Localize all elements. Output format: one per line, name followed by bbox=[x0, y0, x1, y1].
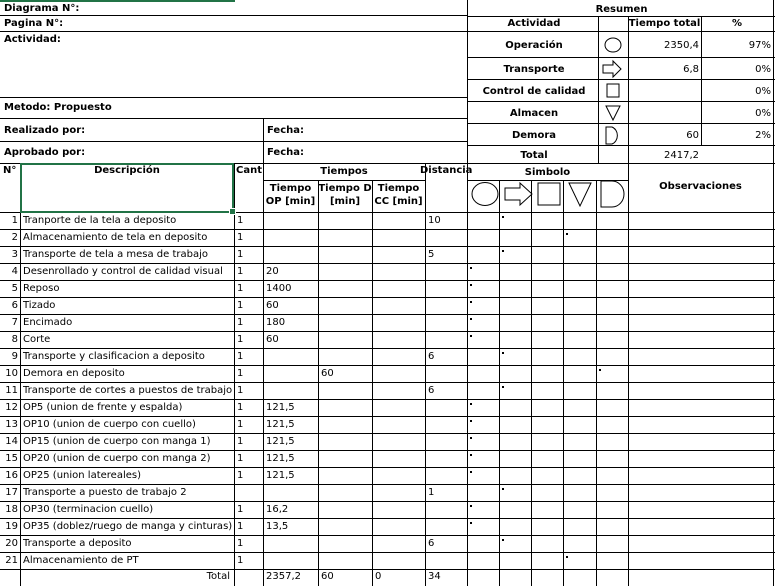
grid-hline bbox=[0, 118, 467, 119]
col-t-op-header: Tiempo OP [min] bbox=[265, 183, 316, 207]
grid-hline bbox=[0, 280, 775, 281]
row-cant: 1 bbox=[237, 385, 244, 396]
row-description: OP30 (terminacion cuello) bbox=[23, 504, 154, 515]
grid-vline bbox=[372, 180, 373, 586]
grid-vline bbox=[773, 0, 774, 586]
row-cant: 1 bbox=[237, 453, 244, 464]
row-tiempo-op: 1400 bbox=[266, 283, 292, 294]
symbol-marker bbox=[502, 539, 504, 541]
resumen-row-pct: 0% bbox=[755, 86, 771, 97]
realizado-label: Realizado por: bbox=[4, 125, 86, 136]
grid-hline bbox=[0, 365, 775, 366]
symbol-marker bbox=[470, 284, 472, 286]
resumen-row-pct: 97% bbox=[748, 40, 771, 51]
symbol-marker bbox=[502, 352, 504, 354]
row-number: 8 bbox=[11, 334, 18, 345]
row-number: 4 bbox=[11, 266, 18, 277]
row-description: OP10 (union de cuerpo con cuello) bbox=[23, 419, 196, 430]
row-cant: 1 bbox=[237, 504, 244, 515]
row-number: 5 bbox=[11, 283, 18, 294]
row-number: 11 bbox=[5, 385, 18, 396]
row-tiempo-op: 121,5 bbox=[266, 402, 295, 413]
row-description: Demora en deposito bbox=[23, 368, 125, 379]
row-distancia: 6 bbox=[428, 351, 435, 362]
symbol-marker bbox=[470, 522, 472, 524]
resumen-row-pct: 0% bbox=[755, 64, 771, 75]
row-number: 12 bbox=[5, 402, 18, 413]
pagina-label: Pagina N°: bbox=[4, 18, 64, 29]
row-number: 18 bbox=[5, 504, 18, 515]
resumen-row-label: Transporte bbox=[503, 64, 565, 75]
resumen-row-pct: 0% bbox=[755, 108, 771, 119]
row-tiempo-op: 121,5 bbox=[266, 470, 295, 481]
symbol-marker bbox=[502, 386, 504, 388]
resumen-row-label: Demora bbox=[511, 130, 557, 141]
row-number: 9 bbox=[11, 351, 18, 362]
grid-hline bbox=[0, 297, 775, 298]
symbol-marker bbox=[470, 318, 472, 320]
grid-hline bbox=[0, 382, 775, 383]
grid-hline bbox=[0, 484, 775, 485]
row-cant: 1 bbox=[237, 419, 244, 430]
circle-icon bbox=[472, 183, 498, 206]
grid-vline bbox=[531, 180, 532, 586]
diagrama-label: Diagrama N°: bbox=[4, 3, 80, 14]
grid-hline bbox=[467, 79, 775, 80]
row-number: 17 bbox=[5, 487, 18, 498]
row-tiempo-op: 60 bbox=[266, 300, 279, 311]
row-cant: 1 bbox=[237, 249, 244, 260]
grid-vline bbox=[20, 163, 21, 586]
grid-vline bbox=[263, 118, 264, 586]
row-description: Tranporte de la tela a deposito bbox=[23, 215, 177, 226]
resumen-row-tiempo: 60 bbox=[686, 130, 699, 141]
symbol-marker bbox=[470, 301, 472, 303]
row-description: Transporte y clasificacion a deposito bbox=[23, 351, 205, 362]
grid-hline bbox=[0, 535, 775, 536]
grid-vline bbox=[628, 163, 629, 586]
row-description: Almacenamiento de PT bbox=[23, 555, 139, 566]
grid-vline bbox=[318, 180, 319, 586]
row-description: OP35 (doblez/ruego de manga y cinturas) bbox=[23, 521, 233, 532]
grid-vline bbox=[596, 180, 597, 586]
row-tiempo-op: 121,5 bbox=[266, 419, 295, 430]
row-description: Desenrollado y control de calidad visual bbox=[23, 266, 223, 277]
grid-hline bbox=[467, 57, 775, 58]
symbol-header-icons bbox=[467, 180, 628, 212]
arrow-right-icon bbox=[505, 183, 532, 205]
row-cant: 1 bbox=[237, 555, 244, 566]
total-d: 60 bbox=[321, 571, 334, 582]
grid-hline bbox=[0, 246, 775, 247]
resumen-row-label: Operación bbox=[505, 40, 563, 51]
grid-hline bbox=[0, 501, 775, 502]
col-cant-header: Cant bbox=[236, 165, 262, 176]
symbol-marker bbox=[502, 216, 504, 218]
row-number: 10 bbox=[5, 368, 18, 379]
grid-hline bbox=[0, 416, 775, 417]
grid-vline bbox=[563, 180, 564, 586]
row-distancia: 10 bbox=[428, 215, 441, 226]
resumen-col-actividad: Actividad bbox=[507, 18, 561, 29]
fecha-label-2: Fecha: bbox=[267, 147, 305, 158]
resumen-row-label: Almacen bbox=[509, 108, 559, 119]
square-icon bbox=[601, 82, 625, 101]
grid-hline bbox=[0, 569, 775, 570]
row-description: Reposo bbox=[23, 283, 60, 294]
grid-hline bbox=[0, 97, 467, 98]
row-distancia: 1 bbox=[428, 487, 435, 498]
symbol-marker bbox=[470, 335, 472, 337]
d-shape-icon bbox=[601, 126, 625, 145]
symbol-marker bbox=[502, 488, 504, 490]
grid-hline bbox=[467, 145, 775, 146]
grid-hline bbox=[0, 141, 467, 142]
row-description: Almacenamiento de tela en deposito bbox=[23, 232, 208, 243]
arrow-right-icon bbox=[601, 60, 625, 79]
symbol-marker bbox=[470, 437, 472, 439]
row-number: 3 bbox=[11, 249, 18, 260]
row-cant: 1 bbox=[237, 266, 244, 277]
row-tiempo-op: 60 bbox=[266, 334, 279, 345]
grid-hline bbox=[0, 518, 775, 519]
symbol-marker bbox=[599, 369, 601, 371]
row-number: 13 bbox=[5, 419, 18, 430]
row-cant: 1 bbox=[237, 368, 244, 379]
resumen-total-value: 2417,2 bbox=[664, 150, 699, 161]
col-obs-header: Observaciones bbox=[659, 181, 742, 192]
symbol-marker bbox=[566, 556, 568, 558]
row-description: OP20 (union de cuerpo con manga 2) bbox=[23, 453, 211, 464]
resumen-total-label: Total bbox=[520, 150, 548, 161]
grid-hline bbox=[467, 180, 628, 181]
symbol-marker bbox=[470, 454, 472, 456]
grid-hline bbox=[0, 552, 775, 553]
grid-vline bbox=[425, 163, 426, 586]
triangle-down-icon bbox=[569, 183, 591, 206]
resumen-row-tiempo: 2350,4 bbox=[664, 40, 699, 51]
resumen-row-tiempo: 6,8 bbox=[683, 64, 699, 75]
row-number: 20 bbox=[5, 538, 18, 549]
row-description: Transporte a puesto de trabajo 2 bbox=[23, 487, 187, 498]
symbol-marker bbox=[470, 505, 472, 507]
aprobado-label: Aprobado por: bbox=[4, 147, 86, 158]
row-tiempo-op: 16,2 bbox=[266, 504, 289, 515]
col-no-header: N° bbox=[3, 165, 17, 176]
total-op: 2357,2 bbox=[266, 571, 301, 582]
row-cant: 1 bbox=[237, 521, 244, 532]
fecha-label-1: Fecha: bbox=[267, 125, 305, 136]
symbol-marker bbox=[470, 267, 472, 269]
row-number: 1 bbox=[11, 215, 18, 226]
resumen-row-pct: 2% bbox=[755, 130, 771, 141]
grid-hline bbox=[467, 16, 775, 17]
grid-hline bbox=[0, 31, 467, 32]
row-distancia: 6 bbox=[428, 385, 435, 396]
grid-hline bbox=[467, 163, 775, 164]
total-dist: 34 bbox=[428, 571, 441, 582]
row-cant: 1 bbox=[237, 300, 244, 311]
row-cant: 1 bbox=[237, 334, 244, 345]
row-tiempo-op: 13,5 bbox=[266, 521, 289, 532]
row-tiempo-op: 180 bbox=[266, 317, 286, 328]
square-icon bbox=[538, 183, 560, 205]
row-description: Corte bbox=[23, 334, 51, 345]
grid-hline bbox=[0, 229, 775, 230]
row-tiempo-op: 20 bbox=[266, 266, 279, 277]
row-description: OP15 (union de cuerpo con manga 1) bbox=[23, 436, 211, 447]
resumen-col-pct: % bbox=[731, 18, 743, 29]
circle-icon bbox=[601, 36, 625, 55]
row-number: 16 bbox=[5, 470, 18, 481]
row-cant: 1 bbox=[237, 351, 244, 362]
row-cant: 1 bbox=[237, 538, 244, 549]
grid-vline bbox=[598, 16, 599, 163]
grid-hline bbox=[0, 15, 467, 16]
row-tiempo-d: 60 bbox=[321, 368, 334, 379]
row-description: Tizado bbox=[23, 300, 56, 311]
symbol-marker bbox=[470, 403, 472, 405]
col-t-d-header: Tiempo D [min] bbox=[318, 183, 372, 207]
col-simbolo-header: Simbolo bbox=[524, 167, 571, 178]
grid-hline bbox=[0, 348, 775, 349]
row-description: Transporte a deposito bbox=[23, 538, 132, 549]
grid-vline bbox=[701, 16, 702, 145]
col-t-cc-header: Tiempo CC [min] bbox=[374, 183, 423, 207]
row-cant: 1 bbox=[237, 283, 244, 294]
selection-top-edge bbox=[0, 0, 235, 2]
grid-vline bbox=[499, 180, 500, 586]
row-cant: 1 bbox=[237, 232, 244, 243]
row-number: 7 bbox=[11, 317, 18, 328]
row-number: 21 bbox=[5, 555, 18, 566]
grid-hline bbox=[467, 101, 775, 102]
row-distancia: 5 bbox=[428, 249, 435, 260]
grid-vline bbox=[467, 180, 468, 586]
triangle-down-icon bbox=[601, 104, 625, 123]
grid-hline bbox=[0, 314, 775, 315]
row-cant: 1 bbox=[237, 317, 244, 328]
d-shape-icon bbox=[601, 181, 624, 207]
grid-vline bbox=[234, 163, 235, 586]
row-distancia: 6 bbox=[428, 538, 435, 549]
metodo-label: Metodo: Propuesto bbox=[4, 102, 112, 113]
total-label: Total bbox=[206, 571, 230, 582]
row-tiempo-op: 121,5 bbox=[266, 436, 295, 447]
selected-cell[interactable] bbox=[20, 163, 234, 213]
row-cant: 1 bbox=[237, 402, 244, 413]
row-number: 19 bbox=[5, 521, 18, 532]
row-description: Transporte de tela a mesa de trabajo bbox=[23, 249, 209, 260]
grid-hline bbox=[0, 450, 775, 451]
row-number: 6 bbox=[11, 300, 18, 311]
grid-hline bbox=[467, 123, 775, 124]
symbol-marker bbox=[502, 250, 504, 252]
row-description: Encimado bbox=[23, 317, 73, 328]
col-dist-header: Distancia bbox=[420, 165, 473, 176]
grid-hline bbox=[263, 180, 425, 181]
resumen-row-label: Control de calidad bbox=[482, 86, 586, 97]
col-tiempos-header: Tiempos bbox=[320, 166, 368, 177]
resumen-col-tiempo: Tiempo total bbox=[628, 18, 701, 29]
row-cant: 1 bbox=[237, 436, 244, 447]
row-number: 14 bbox=[5, 436, 18, 447]
actividad-label: Actividad: bbox=[4, 34, 61, 45]
grid-hline bbox=[467, 31, 775, 32]
row-cant: 1 bbox=[237, 470, 244, 481]
symbol-marker bbox=[566, 233, 568, 235]
symbol-marker bbox=[470, 420, 472, 422]
resumen-title: Resumen bbox=[595, 4, 648, 15]
row-number: 15 bbox=[5, 453, 18, 464]
row-cant: 1 bbox=[237, 215, 244, 226]
fill-handle[interactable] bbox=[229, 208, 236, 215]
row-description: OP25 (union latereales) bbox=[23, 470, 141, 481]
grid-vline bbox=[628, 16, 629, 163]
grid-hline bbox=[0, 433, 775, 434]
grid-hline bbox=[0, 331, 775, 332]
grid-hline bbox=[0, 263, 775, 264]
grid-hline bbox=[0, 399, 775, 400]
col-desc-header: Descripción bbox=[94, 165, 160, 176]
grid-hline bbox=[0, 467, 775, 468]
row-description: Transporte de cortes a puestos de trabajo bbox=[23, 385, 233, 396]
symbol-marker bbox=[470, 471, 472, 473]
row-number: 2 bbox=[11, 232, 18, 243]
total-cc: 0 bbox=[375, 571, 382, 582]
row-description: OP5 (union de frente y espalda) bbox=[23, 402, 183, 413]
row-tiempo-op: 121,5 bbox=[266, 453, 295, 464]
